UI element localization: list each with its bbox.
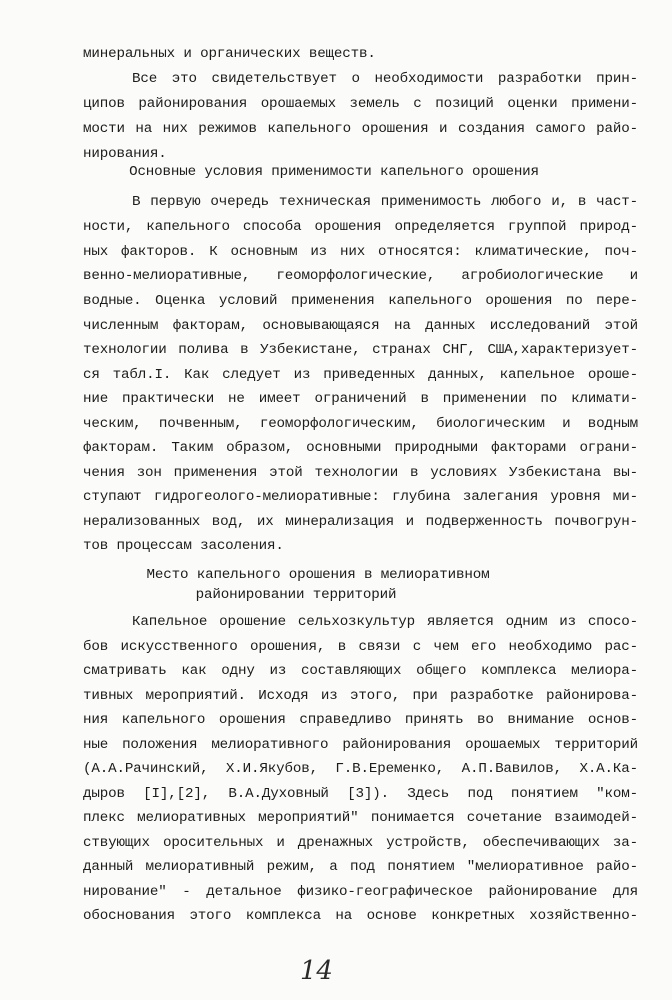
text-line: ся табл.I. Как следует из приведенных данных, капельное ороше- xyxy=(83,367,638,383)
text-line: мости на них режимов капельного орошения и создания самого райо- xyxy=(83,121,638,137)
text-line: венно-мелиоративные, геоморфологические, агробиологические и xyxy=(83,268,638,284)
text-line: технологии полива в Узбекистане, странах СНГ, США,характеризует- xyxy=(83,342,638,358)
text-line: В первую очередь техническая применимость любого и, в част- xyxy=(132,194,638,210)
section-heading: районировании территорий xyxy=(195,587,397,603)
text-line: плекс мелиоративных мероприятий" понимается сочетание взаимодей- xyxy=(83,810,638,826)
text-line: Капельное орошение сельхозкультур является одним из спосо- xyxy=(132,614,638,630)
page-number: 14 xyxy=(300,956,333,986)
text-line: тивных мероприятий. Исходя из этого, при разработке районирова- xyxy=(83,688,638,704)
text-line: чения зон применения этой технологии в условиях Узбекистана вы- xyxy=(83,465,638,481)
text-line: дыров [I],[2], В.А.Духовный [3]). Здесь под понятием "ком- xyxy=(83,786,638,802)
text-line: ния капельного орошения справедливо принять во внимание основ- xyxy=(83,712,638,728)
text-line: ности, капельного способа орошения определяется группой природ- xyxy=(83,219,638,235)
text-line: нерализованных вод, их минерализация и подверженность почвогрун- xyxy=(83,514,638,530)
text-line: (А.А.Рачинский, Х.И.Якубов, Г.В.Еременко, А.П.Вавилов, Х.А.Ка- xyxy=(83,761,638,777)
text-line: ствующих оросительных и дренажных устройств, обеспечивающих за- xyxy=(83,835,638,851)
text-line: сматривать как одну из составляющих общего комплекса мелиора- xyxy=(83,663,638,679)
text-line: ные положения мелиоративного районирования орошаемых территорий xyxy=(83,737,638,753)
text-line: обоснования этого комплекса на основе конкретных хозяйственно- xyxy=(83,908,638,924)
text-line: минеральных и органических веществ. xyxy=(83,46,376,62)
text-line: ческим, почвенным, геоморфологическим, биологическим и водным xyxy=(83,416,638,432)
section-heading: Основные условия применимости капельного орошения xyxy=(129,164,539,180)
text-line: ние практически не имеет ограничений в применении по климати- xyxy=(83,391,638,407)
text-line: численным факторам, основывающаяся на данных исследований этой xyxy=(83,318,638,334)
text-line: факторам. Таким образом, основными природными факторами ограни- xyxy=(83,440,638,456)
text-line: данный мелиоративный режим, а под понятием "мелиоративное райо- xyxy=(83,859,638,875)
text-line: нирования. xyxy=(83,146,167,162)
text-line: ципов районирования орошаемых земель с позиций оценки примени- xyxy=(83,96,638,112)
section-heading: Место капельного орошения в мелиоративном xyxy=(146,567,490,583)
text-line: тов процессам засоления. xyxy=(83,538,284,554)
text-line: нирование" - детальное физико-географическое районирование для xyxy=(83,884,638,900)
text-line: бов искусственного орошения, в связи с чем его необходимо рас- xyxy=(83,639,638,655)
text-line: водные. Оценка условий применения капельного орошения по пере- xyxy=(83,293,638,309)
text-line: Все это свидетельствует о необходимости разработки прин- xyxy=(132,71,638,87)
text-line: ных факторов. К основным из них относятся: климатические, поч- xyxy=(83,244,638,260)
text-line: ступают гидрогеолого-мелиоративные: глубина залегания уровня ми- xyxy=(83,489,638,505)
